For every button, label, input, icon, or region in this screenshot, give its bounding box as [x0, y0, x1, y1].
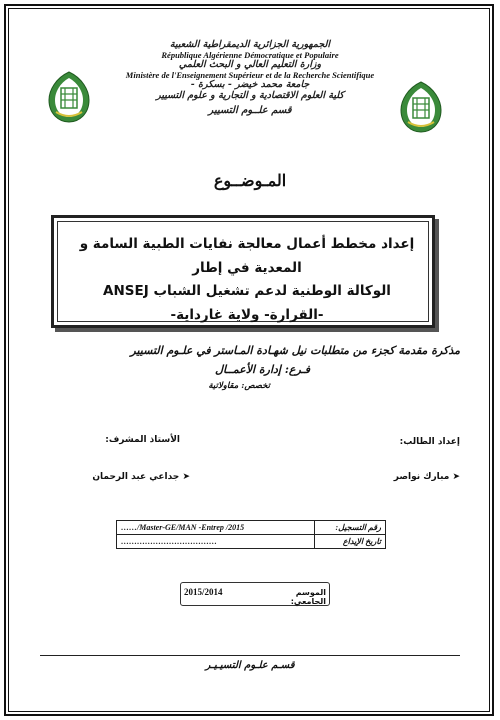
- deposit-date-label: تاريخ الإيداع: [315, 535, 386, 549]
- footer-divider: [40, 655, 460, 656]
- student-name: [320, 472, 460, 482]
- university-logo-right: [398, 80, 444, 134]
- republic-ar: الجمهورية الجزائرية الديمقراطية الشعبية: [169, 39, 331, 50]
- registration-number-value: ……/Master-GE/MAN -Entrep /2015: [117, 521, 315, 535]
- title-line-1: إعداد مخطط أعمال معالجة نفايات الطبية السامة و المعدية في إطار: [79, 236, 415, 276]
- table-row: [117, 521, 386, 535]
- faculty-ar: كلية العلوم الاقتصادية و التجارية و علوم التسيير: [156, 89, 344, 101]
- table-row: [117, 535, 386, 549]
- title-line-3: -القرارة- ولاية غارداية-: [170, 306, 324, 323]
- supervisor-name-text: جداعي عبد الرحمان: [92, 472, 180, 482]
- university-ar: جامعة محمد خيضر - بسكرة -: [190, 79, 310, 91]
- supervisor-name: [60, 472, 190, 482]
- bullet-arrow-icon: ➤: [179, 472, 190, 482]
- title-line-2: الوكالة الوطنية لدعم تشغيل الشباب ANSEJ: [103, 283, 391, 300]
- bullet-arrow-icon: ➤: [449, 472, 460, 482]
- ministry-fr: Ministère de l'Enseignement Supérieur et de la Recherche Scientifique: [125, 69, 375, 80]
- supervisor-label: الأستاذ المشرف:: [105, 435, 180, 445]
- registration-number-label: رقم التسجيل:: [315, 521, 386, 535]
- department-ar: قسم علــوم التسيير: [208, 104, 292, 116]
- institution-header: [110, 40, 390, 116]
- memo-line-specialty: تخصص: مقاولاتية: [208, 381, 270, 391]
- republic-fr: République Algérienne Démocratique et Populaire: [161, 49, 339, 60]
- memo-description: [50, 344, 460, 391]
- university-logo-left: [46, 70, 92, 124]
- thesis-title: [60, 233, 434, 328]
- ministry-ar: وزارة التعليم العالي و البحث العلمي: [178, 59, 322, 71]
- academic-year-label: الموسم الجامعي:: [290, 588, 326, 606]
- academic-year-value: 2015/2014: [184, 587, 223, 597]
- registration-table: [116, 520, 386, 549]
- student-name-text: مبارك نواصر: [393, 472, 450, 482]
- topic-heading: المـوضــوع: [213, 171, 287, 190]
- prepared-by-label: إعداد الطالب:: [399, 437, 460, 447]
- memo-line-degree: مذكرة مقدمة كجزء من متطلبات نيل شهـادة المـاستر في علـوم التسيير: [130, 344, 460, 357]
- memo-line-branch: فـرع: إدارة الأعمــال: [215, 363, 310, 376]
- deposit-date-value: ………………………………: [117, 535, 315, 549]
- footer-department: قسـم علـوم التسيـيـر: [205, 660, 295, 671]
